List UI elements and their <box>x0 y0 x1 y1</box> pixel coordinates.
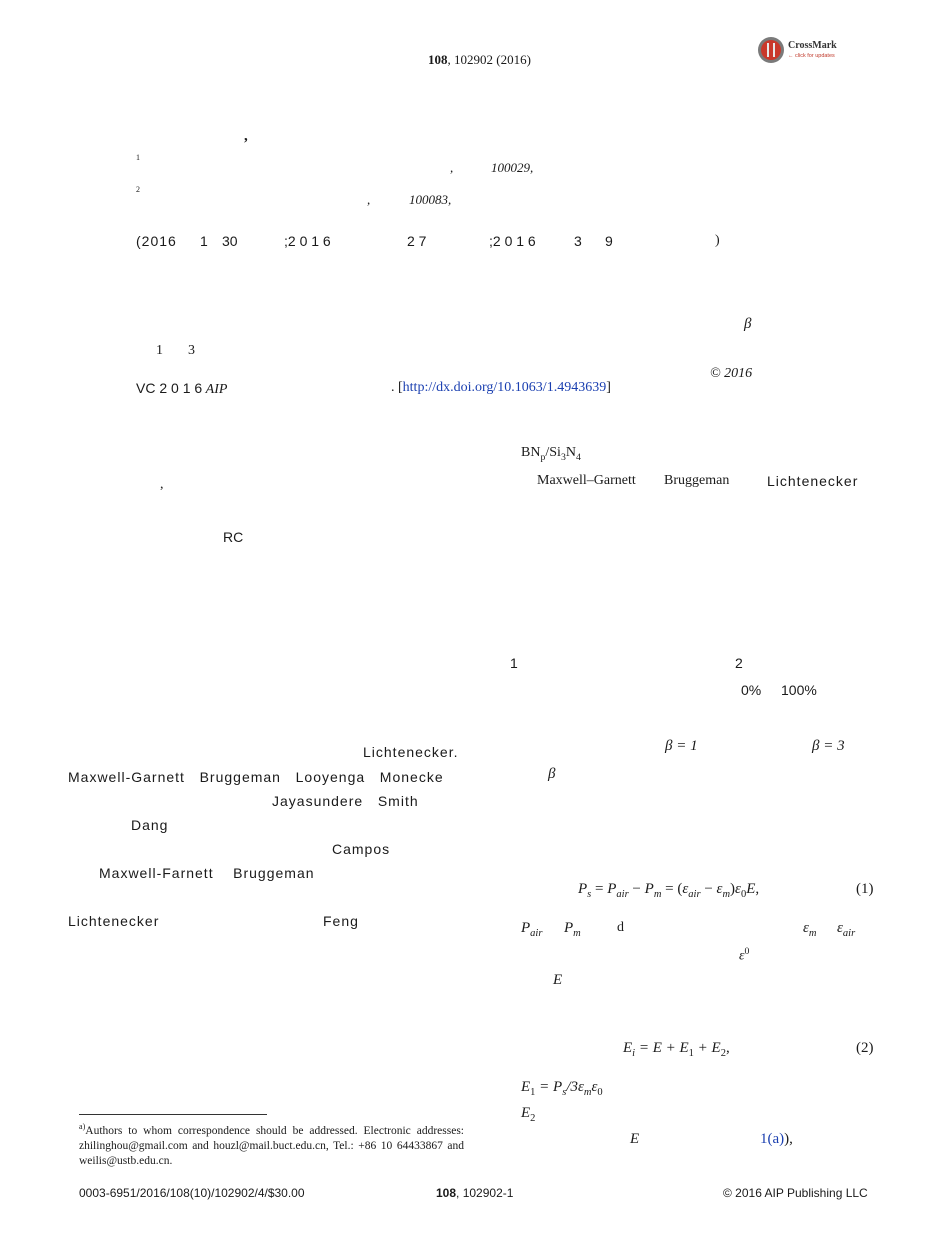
rc-label: RC <box>223 529 244 545</box>
left-col-comma: , <box>160 477 164 492</box>
eq1-symbol-eps-air <box>837 921 855 940</box>
header-citation: , 102902 (2016) <box>447 52 531 67</box>
received-day: 30 <box>222 233 238 249</box>
pair-sym: P <box>521 920 531 936</box>
crossmark-icon <box>757 36 785 64</box>
eq1-eps0-sub: 0 <box>740 889 747 900</box>
published-month: 3 <box>574 233 582 249</box>
maxwell-garnett-model: Maxwell–Garnett <box>537 473 636 488</box>
campos-ref: Campos <box>332 841 391 857</box>
eq1-ps: P <box>578 881 588 897</box>
n: N <box>565 445 576 460</box>
eq1-eq: = <box>591 881 608 897</box>
beta-symbol: β <box>548 766 556 782</box>
figure-1a-ref <box>760 1132 793 1147</box>
crossmark-subtitle-text: click for updates <box>795 53 835 59</box>
affiliation-2-comma: , <box>367 192 371 207</box>
crossmark-subtitle: ← click for updates <box>788 53 835 59</box>
header-volume: 108 <box>428 52 448 67</box>
eq1-pm: P <box>644 881 654 897</box>
crossmark-badge[interactable] <box>757 36 839 66</box>
eq1-symbol-e: E <box>553 972 563 988</box>
bn-si3n4-formula <box>521 446 581 463</box>
eq1-symbol-pm <box>564 921 581 940</box>
eq1-symbol-pair <box>521 921 542 940</box>
bn: BN <box>521 445 541 460</box>
pm-sub: m <box>573 928 581 939</box>
vc-copyright: VC 2 0 1 6 <box>136 380 203 396</box>
figure-1-ref: 1 <box>510 655 518 671</box>
eq1-e: E <box>746 881 756 897</box>
si-sub: 3 <box>560 451 566 463</box>
eps-air-sym: ε <box>837 920 843 936</box>
pair-sub: air <box>530 928 543 939</box>
n-sub: 4 <box>575 451 581 463</box>
e1-sym: E <box>521 1079 531 1095</box>
accepted-day: 2 7 <box>407 233 427 249</box>
eq1-pair-sub: air <box>616 889 629 900</box>
dates-sep-2: ;2 0 1 6 <box>489 233 536 249</box>
si: /Si <box>545 445 561 460</box>
eq1-eps-m-sub: m <box>722 889 731 900</box>
affiliation-1-comma: , <box>450 160 454 175</box>
eq1-symbol-eps0 <box>739 947 749 964</box>
percent-0: 0% <box>741 682 762 698</box>
bruggeman-model: Bruggeman <box>664 473 730 488</box>
eq2-plus: + E <box>693 1040 721 1056</box>
figure-1a-ref-end: ), <box>784 1131 793 1147</box>
doi-suffix: ] <box>606 380 611 395</box>
eq1-end: , <box>755 881 760 897</box>
eq1-ps-sub: s <box>587 889 592 900</box>
lichtenecker-model: Lichtenecker <box>68 913 160 929</box>
footer-page <box>436 1187 513 1199</box>
eq2-ei-sub: i <box>632 1048 636 1059</box>
received-month: 1 <box>200 233 208 249</box>
e1-sub: 1 <box>530 1087 536 1098</box>
e1-definition <box>521 1080 603 1099</box>
e2-symbol <box>521 1106 535 1125</box>
eq2-e2-sub: 2 <box>720 1048 726 1059</box>
dates-sep-1: ;2 0 1 6 <box>284 233 331 249</box>
percent-100: 100% <box>781 682 817 698</box>
e1-zero-sub: 0 <box>597 1087 603 1098</box>
beta-equals-1: β = 1 <box>665 738 698 754</box>
abstract-copyright-year: © 2016 <box>710 366 753 381</box>
eq1-eps-m: ε <box>716 881 723 897</box>
lichtenecker-ref: Lichtenecker. <box>363 744 459 760</box>
affiliation-1-mark: 1 <box>136 153 140 162</box>
eps-air-sub: air <box>842 928 856 939</box>
feng-ref: Feng <box>323 913 359 929</box>
eq1-eps0: ε <box>735 881 741 897</box>
eq1-eq2: = ( <box>661 881 683 897</box>
dang-ref: Dang <box>131 817 169 833</box>
eq1-pm-sub: m <box>653 889 662 900</box>
e2-sub: 2 <box>530 1113 536 1124</box>
footnote-rule <box>79 1114 267 1115</box>
dates-close: ) <box>715 233 720 248</box>
equation-1 <box>578 882 759 901</box>
author-comma: , <box>244 128 248 144</box>
figure-1a-link[interactable]: 1(a) <box>760 1131 785 1147</box>
doi-prefix: . [ <box>391 380 403 395</box>
eps0-sym: ε <box>739 948 745 964</box>
eq1-pair: P <box>607 881 617 897</box>
models-list: Maxwell-Garnett Bruggeman Looyenga Monecke <box>68 769 444 785</box>
doi-reference <box>391 381 611 395</box>
equation-2 <box>623 1041 730 1060</box>
affiliation-2-postcode: 100083, <box>409 192 452 207</box>
bn-sub: p <box>540 451 546 463</box>
abstract-range-end: 3 <box>188 343 195 358</box>
e1-eq: = P <box>535 1079 563 1095</box>
aip-label: AIP <box>205 382 228 397</box>
equation-1-number: (1) <box>856 881 874 897</box>
eq1-close: ) <box>730 881 736 897</box>
e1-m-sub: m <box>583 1087 592 1098</box>
eps0-sup: 0 <box>744 946 750 957</box>
footer-volume: 108 <box>436 1186 457 1200</box>
jayasundere-smith: Jayasundere Smith <box>272 793 419 809</box>
e1-div: /3ε <box>566 1079 584 1095</box>
eq1-symbol-d: d <box>617 920 624 935</box>
affiliation-1-postcode: 100029, <box>491 160 534 175</box>
abstract-doi-line <box>136 381 227 397</box>
pm-sym: P <box>564 920 574 936</box>
eq2-ei: E <box>623 1040 633 1056</box>
journal-citation <box>428 53 531 66</box>
crossmark-title: CrossMark <box>788 40 837 51</box>
eq2-end: , <box>725 1040 730 1056</box>
footer-issn: 0003-6951/2016/108(10)/102902/4/$30.00 <box>79 1186 305 1200</box>
abstract-beta: β <box>744 316 752 332</box>
published-day: 9 <box>605 233 613 249</box>
eps-m-sym: ε <box>803 920 809 936</box>
eq1-eps-air-sub: air <box>688 889 701 900</box>
footer-page-number: , 102902-1 <box>456 1186 514 1200</box>
figure-2-ref: 2 <box>735 655 743 671</box>
e2-sym: E <box>521 1105 531 1121</box>
eq1-symbol-eps-m <box>803 921 817 940</box>
beta-equals-3: β = 3 <box>812 738 845 754</box>
equation-2-number: (2) <box>856 1040 874 1056</box>
lichtenecker-model-right: Lichtenecker <box>767 473 859 489</box>
dates-open: (2016 <box>136 233 177 249</box>
eq1-eps-air: ε <box>682 881 689 897</box>
eq1-minus2: − <box>700 881 717 897</box>
maxwell-farnett-bruggeman: Maxwell-Farnett Bruggeman <box>99 865 315 881</box>
footnote <box>79 1119 464 1169</box>
e-symbol: E <box>630 1131 640 1147</box>
doi-link[interactable]: http://dx.doi.org/10.1063/1.4943639 <box>402 380 607 395</box>
footnote-text: Authors to whom correspondence should be addressed. Electronic addresses: zhilinghou@gmail.com and houzl@mail.buct.edu.cn, Tel.: +86 10 64433867 and weilis@ustb.edu.cn. <box>79 1124 464 1167</box>
eq1-minus: − <box>628 881 645 897</box>
eq2-rhs: = E + E <box>635 1040 689 1056</box>
e1-ps-sub: s <box>562 1087 567 1098</box>
footer-copyright: © 2016 AIP Publishing LLC <box>723 1186 868 1200</box>
eq2-e1-sub: 1 <box>688 1048 694 1059</box>
e1-eps: ε <box>591 1079 598 1095</box>
affiliation-2-mark: 2 <box>136 185 140 194</box>
abstract-range-start: 1 <box>156 343 163 358</box>
footnote-mark: a) <box>79 1122 86 1131</box>
eps-m-sub: m <box>808 928 817 939</box>
